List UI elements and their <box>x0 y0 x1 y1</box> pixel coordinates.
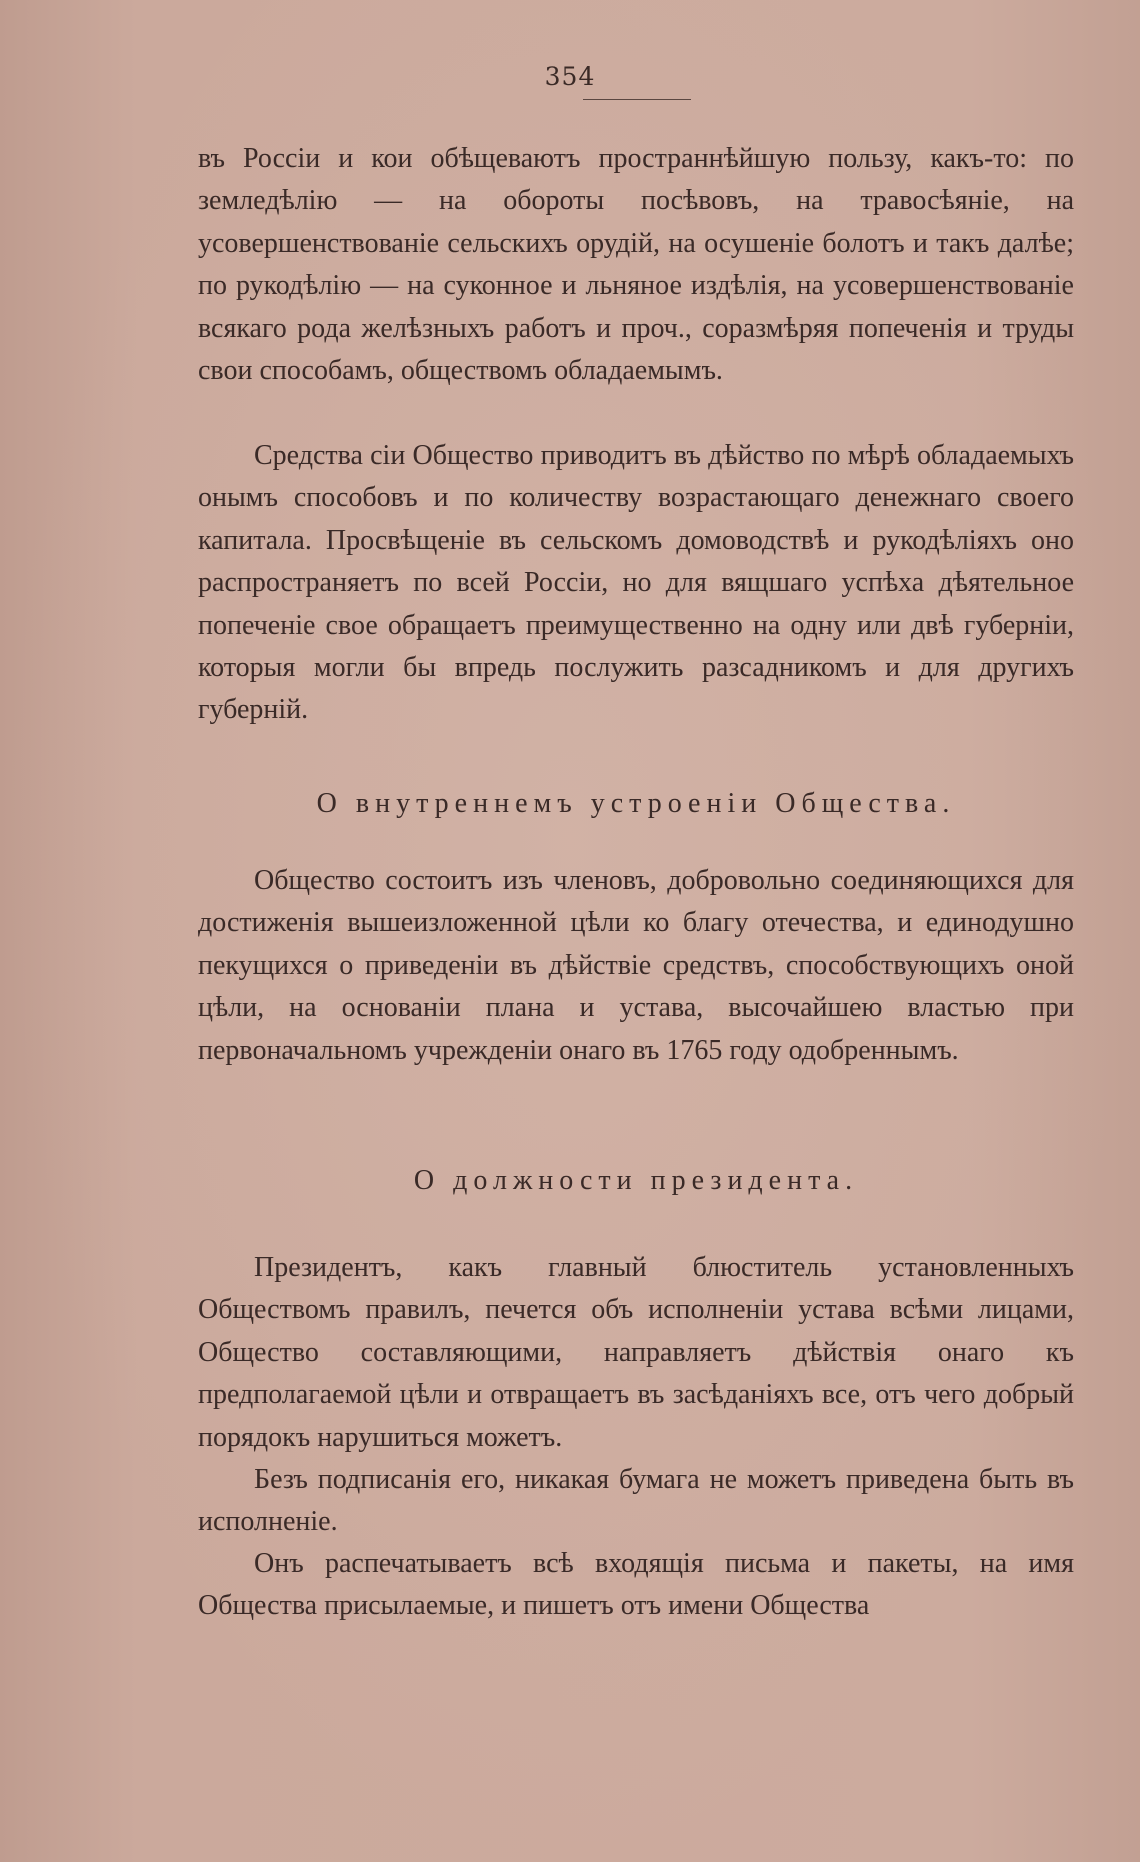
paragraph-text: въ Россіи и кои обѣщеваютъ пространнѣйшую пользу, какъ-то: по земледѣлію — на обороты посѣвовъ, на травосѣяніе, на усовершенствованіе сельскихъ орудій, на осушеніе болотъ и такъ далѣе; по рукодѣлію — на суконное и льняное издѣлія, на усовершенствованіе всякаго рода желѣзныхъ работъ и проч., соразмѣряя попеченія и труды свои способамъ, обществомъ обладаемымъ. <box>198 143 1074 387</box>
paragraph-president <box>198 1247 1074 1459</box>
page-number-rule <box>583 99 691 100</box>
paragraph-continuation <box>198 138 1074 392</box>
paragraph-text: Президентъ, какъ главный блюститель установленныхъ Обществомъ правилъ, печется объ исполненіи устава всѣми лицами, Общество составляющими, направляетъ дѣйствія онаго къ предполагаемой цѣли и отвращаетъ въ засѣданіяхъ все, отъ чего добрый порядокъ нарушиться можетъ. <box>198 1252 1074 1453</box>
paragraph-text: Безъ подписанія его, никакая бумага не можетъ приведена быть въ исполненіе. <box>198 1464 1074 1538</box>
paragraph-correspondence <box>198 1543 1074 1628</box>
paragraph-means <box>198 435 1074 732</box>
paragraph-text: Средства сіи Общество приводитъ въ дѣйство по мѣрѣ обладаемыхъ онымъ способовъ и по количеству возрастающаго денежнаго своего капитала. Просвѣщеніе въ сельскомъ домоводствѣ и рукодѣліяхъ оно распространяетъ по всей Россіи, но для вящшаго успѣха дѣятельное попеченіе свое обращаетъ преимущественно на одну или двѣ губерніи, которыя могли бы впредь послужить разсадникомъ и для другихъ губерній. <box>198 440 1074 726</box>
page-number: 354 <box>544 62 596 91</box>
paragraph-society-membership <box>198 860 1074 1072</box>
section-heading-president-duties: О должности президента. <box>413 1165 859 1196</box>
paragraph-signature <box>198 1459 1074 1544</box>
paragraph-text: Онъ распечатываетъ всѣ входящія письма и пакеты, на имя Общества присылаемые, и пишетъ отъ имени Общества <box>198 1548 1074 1622</box>
paragraph-text: Общество состоитъ изъ членовъ, добровольно соединяющихся для достиженія вышеизложенной цѣли ко благу отечества, и единодушно пекущихся о приведеніи въ дѣйствіе средствъ, способствующихъ оной цѣли, на основаніи плана и устава, высочайшею властью при первоначальномъ учрежденіи онаго въ 1765 году одобреннымъ. <box>198 865 1074 1066</box>
section-heading-internal-structure: О внутреннемъ устроеніи Общества. <box>316 788 956 819</box>
